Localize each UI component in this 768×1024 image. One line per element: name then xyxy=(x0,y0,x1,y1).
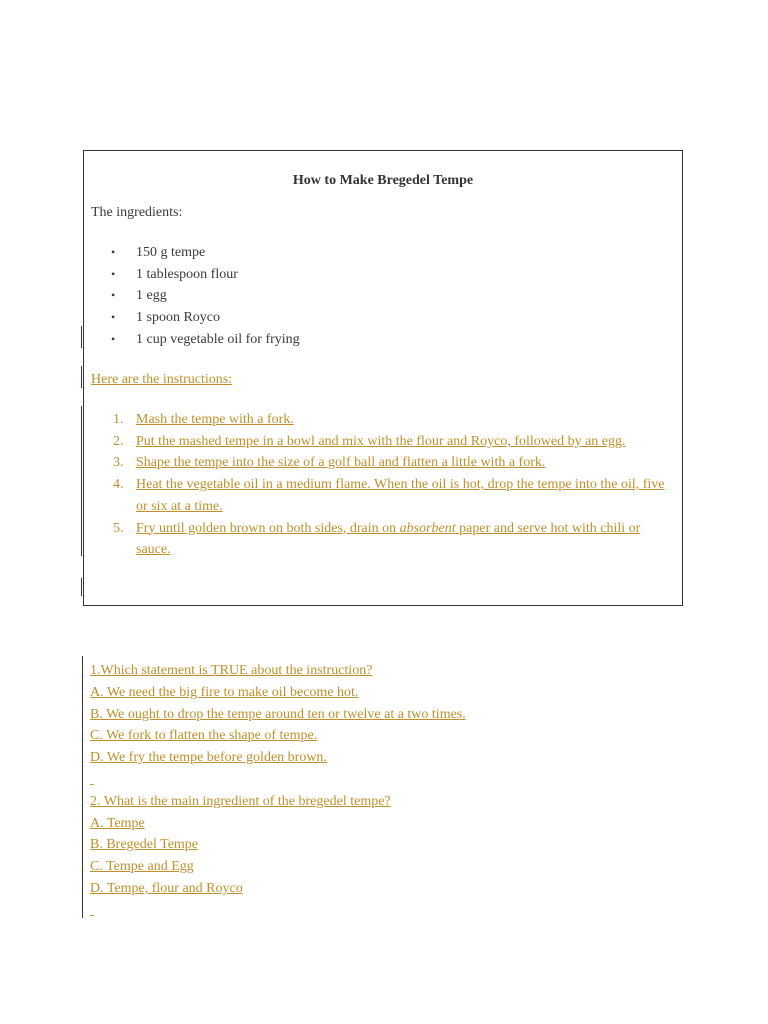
ingredient-text: 150 g tempe xyxy=(136,245,206,260)
ingredients-label: The ingredients: xyxy=(91,205,183,220)
ingredient-item xyxy=(84,264,300,286)
ingredient-item xyxy=(84,329,300,351)
step-text: Heat the vegetable oil in a medium flame. When the oil is hot, drop the tempe into the oil, five or six at a time. xyxy=(136,477,665,514)
answer-option: A. We need the big fire to make oil become hot. xyxy=(90,684,359,700)
empty-paragraph xyxy=(90,900,466,922)
step-text-italic: absorbent xyxy=(399,520,456,536)
change-bar xyxy=(81,366,82,388)
instructions-label: Here are the instructions: xyxy=(91,372,233,387)
change-bar xyxy=(82,656,83,918)
question-text: 1.Which statement is TRUE about the instruction? xyxy=(90,663,373,678)
ingredients-list xyxy=(84,242,300,350)
answer-option: A. Tempe xyxy=(90,815,145,831)
question-text: 2. What is the main ingredient of the bregedel tempe? xyxy=(90,793,391,809)
change-bar xyxy=(81,578,82,596)
ingredient-item xyxy=(84,307,300,329)
empty-paragraph xyxy=(90,769,466,791)
ingredient-text: 1 egg xyxy=(136,288,167,304)
bullet-icon: • xyxy=(111,331,116,346)
answer-option: C. We fork to flatten the shape of tempe. xyxy=(90,728,318,744)
bullet-icon: • xyxy=(111,266,116,281)
answer-option: B. Bregedel Tempe xyxy=(90,837,199,853)
step-number: 2. xyxy=(113,433,124,449)
questions-section xyxy=(90,660,466,922)
ingredient-item xyxy=(84,285,300,307)
step-number: 4. xyxy=(113,477,124,493)
ingredient-item xyxy=(84,242,300,264)
bullet-icon: • xyxy=(111,288,116,303)
answer-option: D. Tempe, flour and Royco xyxy=(90,880,243,896)
step-number: 3. xyxy=(113,455,124,471)
step-item xyxy=(84,431,684,453)
answer-option: C. Tempe and Egg xyxy=(90,859,194,875)
steps-list xyxy=(84,409,684,561)
answer-option: D. We fry the tempe before golden brown. xyxy=(90,750,327,766)
step-text: Mash the tempe with a fork. xyxy=(136,412,294,427)
step-number: 5. xyxy=(113,520,124,536)
ingredient-text: 1 spoon Royco xyxy=(136,310,220,326)
recipe-title: How to Make Bregedel Tempe xyxy=(292,173,474,188)
step-item xyxy=(84,452,684,474)
bullet-icon: • xyxy=(111,310,116,325)
change-bar xyxy=(81,406,82,556)
bullet-icon: • xyxy=(111,245,116,259)
recipe-box xyxy=(83,150,683,606)
step-item xyxy=(84,409,684,431)
step-text: Shape the tempe into the size of a golf ball and flatten a little with a fork. xyxy=(136,455,546,471)
step-item xyxy=(84,518,684,561)
step-item xyxy=(84,474,684,517)
step-text-after: paper and serve hot with chili or sauce. xyxy=(136,520,641,558)
change-bar xyxy=(81,326,82,348)
ingredient-text: 1 tablespoon flour xyxy=(136,266,238,282)
ingredient-text: 1 cup vegetable oil for frying xyxy=(136,331,300,347)
step-text: Put the mashed tempe in a bowl and mix with the flour and Royco, followed by an egg. xyxy=(136,433,626,449)
answer-option: B. We ought to drop the tempe around ten or twelve at a two times. xyxy=(90,706,466,722)
step-text-before: Fry until golden brown on both sides, drain on xyxy=(136,520,400,536)
step-number: 1. xyxy=(113,412,124,427)
